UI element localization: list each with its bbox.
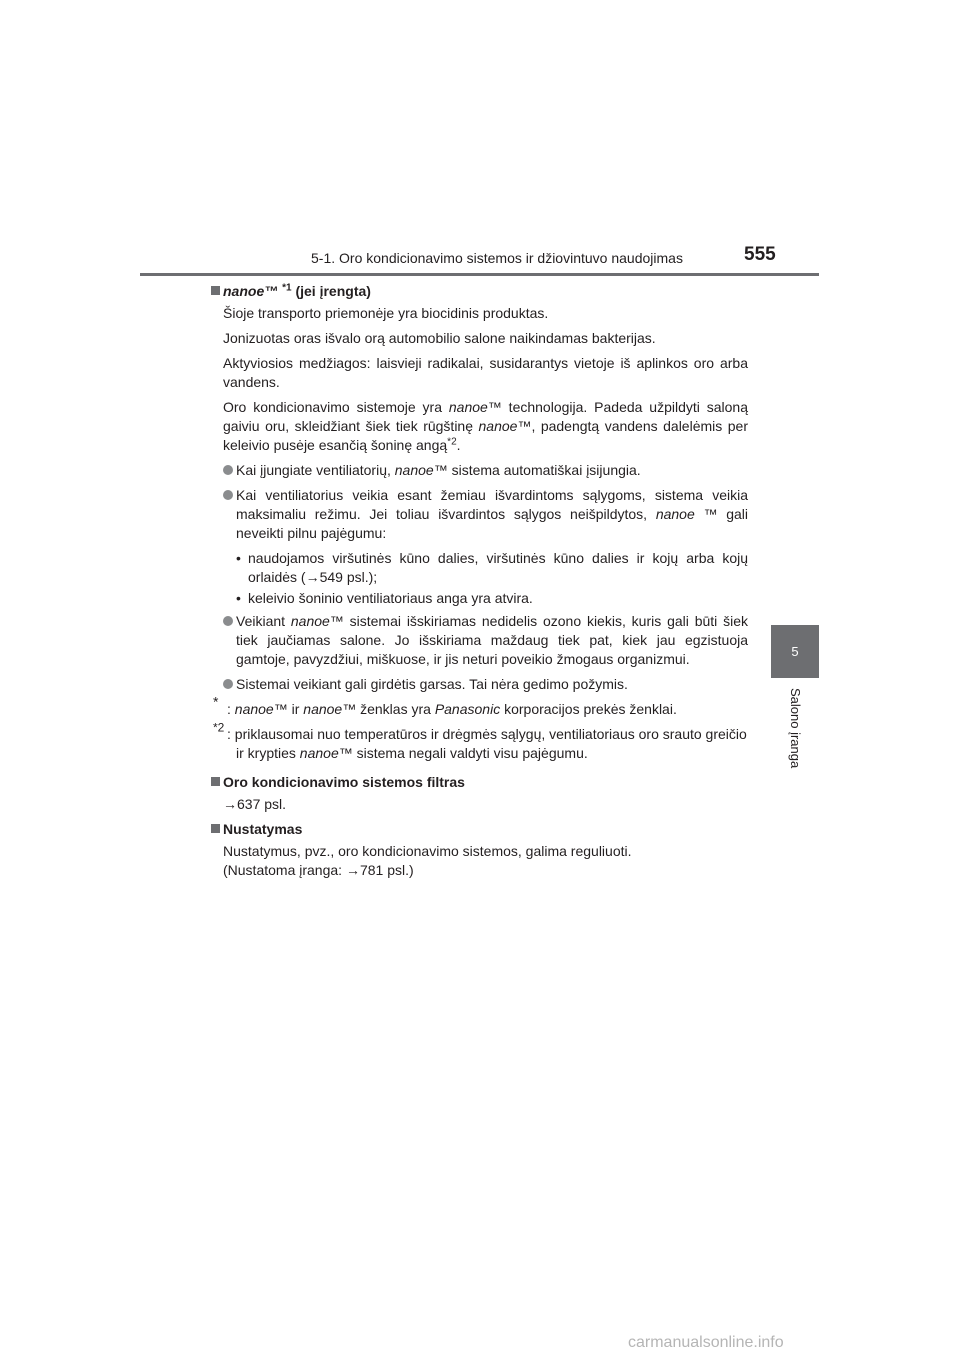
- header-rule: [140, 273, 819, 276]
- footnote: $^{*2}$ : priklausomai nuo temperatūros ir drėgmės sąlygų, ventiliatoriaus oro srauto greičio ir krypties nanoe™ sistema negali valdyti visu pajėgumu.: [213, 720, 747, 761]
- sub-bullet-icon: •: [236, 550, 241, 566]
- heading-brand: nanoe™: [223, 283, 279, 299]
- running-header: 5-1. Oro kondicionavimo sistemos ir džiovintuvo naudojimas: [311, 250, 683, 266]
- bullet-icon: [223, 465, 233, 475]
- footnote-ref: *2: [447, 436, 457, 448]
- list-item: Kai ventiliatorius veikia esant žemiau išvardintoms sąlygoms, sistema veikia maksimaliu režimu. Jei toliau išvardintos sąlygos neišpildytos, nanoe ™ gali neveikti pilnu pajėgumu:: [211, 486, 748, 543]
- bullet-icon: [223, 679, 233, 689]
- chapter-tab[interactable]: [771, 625, 819, 678]
- list-item: Veikiant nanoe™ sistemai išskiriamas nedidelis ozono kiekis, kuris gali būti šiek tiek jaučiamas salone. Jo išskiriama maždaug tiek pat, kiek jau egzistuoja gamtoje, pavyzdžiui, miškuose, ir jis neturi poveikio žmogaus organizmui.: [211, 612, 748, 669]
- page-reference-link[interactable]: →637 psl.: [223, 796, 287, 812]
- sub-list-item: • naudojamos viršutinės kūno dalies, viršutinės kūno dalies ir kojų arba kojų orlaidės (→549 psl.);: [236, 550, 748, 585]
- section-heading-settings: Nustatymas: [211, 820, 748, 839]
- nanoe-body: [211, 304, 748, 455]
- watermark: carmanualsonline.info: [628, 1334, 784, 1351]
- footnote-mark: *2: [213, 720, 225, 735]
- paragraph: Šioje transporto priemonėje yra biocidinis produktas.: [223, 305, 549, 321]
- bullet-icon: [223, 490, 233, 500]
- heading-text: (jei įrengta): [291, 283, 371, 299]
- paragraph: Aktyviosios medžiagos: laisvieji radikalai, susidarantys vietoje iš aplinkos oro arba vandens.: [223, 355, 748, 390]
- footnote-ref: *1: [282, 282, 292, 294]
- square-bullet-icon: [211, 824, 220, 833]
- sub-bullet-icon: •: [236, 590, 241, 606]
- page-content: [211, 282, 748, 880]
- chapter-label: Salono įranga: [788, 688, 803, 769]
- sub-list-item: • keleivio šoninio ventiliatoriaus anga yra atvira.: [236, 590, 533, 606]
- footnote: * : nanoe™ ir nanoe™ ženklas yra Panasonic korporacijos prekės ženklai.: [213, 693, 677, 717]
- square-bullet-icon: [211, 777, 220, 786]
- list-item: Sistemai veikiant gali girdėtis garsas. Tai nėra gedimo požymis.: [211, 675, 748, 694]
- paragraph: Nustatymus, pvz., oro kondicionavimo sistemos, galima reguliuoti.: [223, 843, 632, 859]
- chapter-number: 5: [791, 644, 799, 659]
- bullet-icon: [223, 616, 233, 626]
- paragraph: Oro kondicionavimo sistemoje yra nanoe™ technologija. Padeda užpildyti saloną gaiviu oru, skleidžiant šiek tiek rūgštinę nanoe™, padengtą vandens dalelėmis per keleivio pusėje esančią šoninę angą$^{*2}$.: [223, 399, 748, 453]
- footnote-mark: *: [213, 693, 219, 710]
- page-reference-link[interactable]: (Nustatoma įranga: →781 psl.): [223, 862, 414, 878]
- page-number: 555: [744, 244, 776, 265]
- square-bullet-icon: [211, 286, 220, 295]
- settings-body: [211, 842, 748, 880]
- section-heading-nanoe: [211, 282, 748, 301]
- section-heading-filter: Oro kondicionavimo sistemos filtras: [211, 773, 748, 792]
- paragraph: Jonizuotas oras išvalo orą automobilio salone naikindamas bakterijas.: [223, 330, 656, 346]
- list-item: Kai įjungiate ventiliatorių, nanoe™ sistema automatiškai įsijungia.: [211, 461, 748, 480]
